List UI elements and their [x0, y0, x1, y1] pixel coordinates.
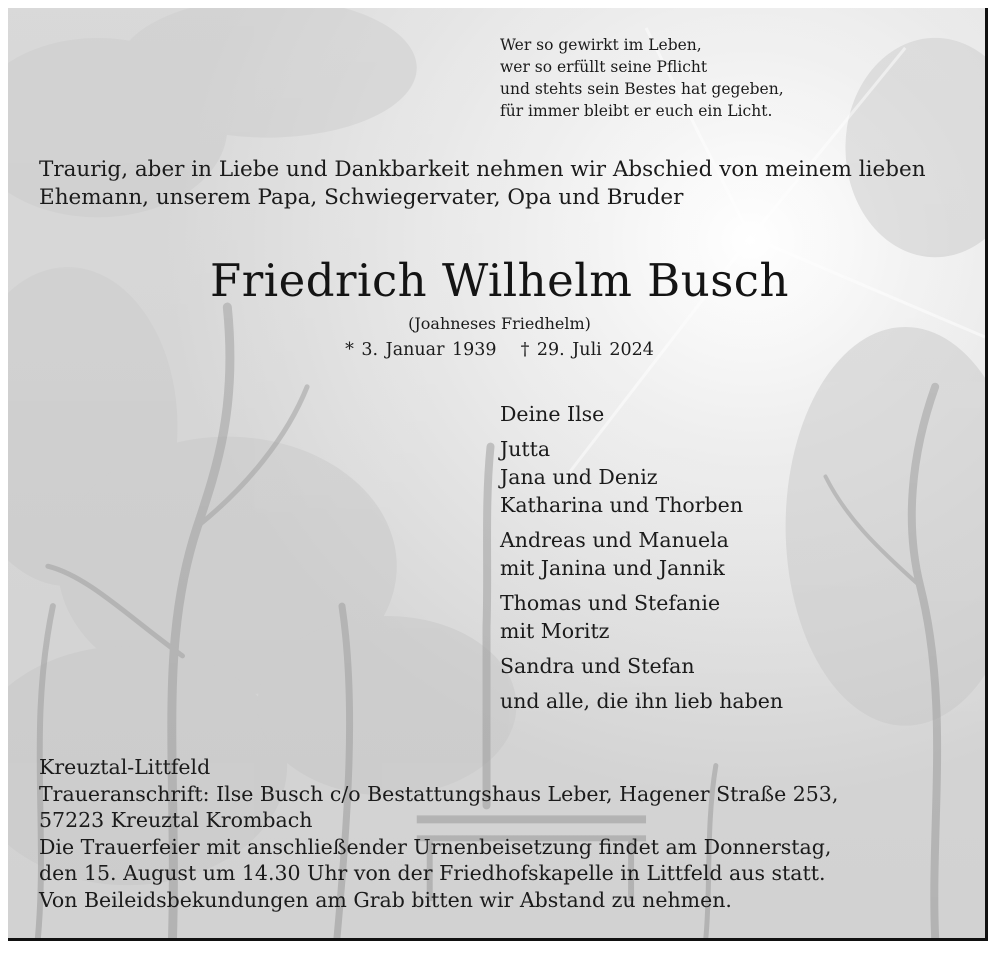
intro-line: Traurig, aber in Liebe und Dankbarkeit nehmen wir Abschied von meinem lieben: [39, 157, 926, 182]
poem-line: und stehts sein Bestes hat gegeben,: [500, 80, 784, 98]
mourner-line: mit Janina und Jannik: [500, 556, 725, 580]
mourner-group: [500, 400, 783, 428]
mourner-group: [500, 526, 783, 582]
details-line: Kreuztal-Littfeld: [39, 755, 211, 779]
mourner-group: [500, 652, 783, 680]
mourner-line: Jutta: [500, 437, 551, 461]
life-dates: [8, 338, 988, 362]
funeral-details: [39, 754, 979, 913]
mourner-line: Deine Ilse: [500, 402, 605, 426]
mourners-list: [500, 400, 783, 722]
obituary-notice: [8, 8, 988, 941]
mourner-line: Jana und Deniz: [500, 465, 658, 489]
details-line: Traueranschrift: Ilse Busch c/o Bestattungshaus Leber, Hagener Straße 253,: [39, 781, 839, 806]
mourner-line: Thomas und Stefanie: [500, 591, 721, 615]
mourner-line: mit Moritz: [500, 619, 610, 643]
intro-text: [39, 156, 979, 212]
deceased-name: Friedrich Wilhelm Busch: [209, 254, 789, 307]
birth-date: * 3. Januar 1939: [345, 340, 497, 360]
poem-line: wer so erfüllt seine Pflicht: [500, 58, 708, 76]
mourner-line: Katharina und Thorben: [500, 493, 744, 517]
mourner-line: und alle, die ihn lieb haben: [500, 689, 784, 713]
details-line: Die Trauerfeier mit anschließender Urnenbeisetzung findet am Donnerstag,: [39, 834, 832, 859]
intro-line: Ehemann, unserem Papa, Schwiegervater, Opa und Bruder: [39, 185, 684, 210]
deceased-alias: (Joahneses Friedhelm): [408, 314, 591, 333]
memorial-poem: [500, 34, 784, 122]
details-line: Von Beileidsbekundungen am Grab bitten wir Abstand zu nehmen.: [39, 887, 732, 912]
death-date: † 29. Juli 2024: [520, 340, 654, 360]
poem-line: für immer bleibt er euch ein Licht.: [500, 102, 773, 120]
mourner-group: [500, 589, 783, 645]
details-line: 57223 Kreuztal Krombach: [39, 808, 313, 832]
mourner-group: [500, 435, 783, 519]
details-line: den 15. August um 14.30 Uhr von der Friedhofskapelle in Littfeld aus statt.: [39, 861, 826, 885]
mourner-group: [500, 687, 783, 715]
mourner-line: Andreas und Manuela: [500, 528, 729, 552]
poem-line: Wer so gewirkt im Leben,: [500, 36, 702, 54]
mourner-line: Sandra und Stefan: [500, 654, 695, 678]
